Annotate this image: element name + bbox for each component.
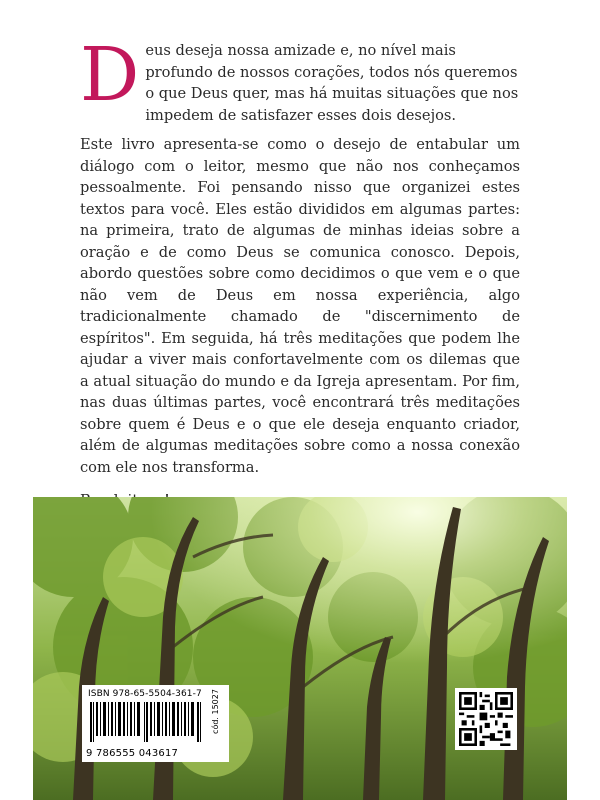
intro-paragraph (80, 32, 520, 126)
intro-text: eus deseja nossa amizade e, no nível mais profundo de nossos corações, todos nós queremos o que Deus quer, mas há muitas situações que nos impedem de satisfazer esses dois desejos. (145, 42, 519, 124)
body-paragraph: Este livro apresenta-se como o desejo de entabular um diálogo com o leitor, mesmo que não nos conheçamos pessoalmente. Foi pensando nisso que organizei estes textos para você. Eles estão divididos em algumas partes: na primeira, trato de algumas de minhas ideias sobre a oração e de como Deus se comunica conosco. Depois, abordo questões sobre como decidimos o que vem e o que não vem de Deus em nossa experiência, algo tradicionalmente chamado de "discernimento de espíritos". Em seguida, há três meditações que podem lhe ajudar a viver mais confortavelmente com os dilemas que a atual situação do mundo e da Igreja apresentam. Por fim, nas duas últimas partes, você encontrará três meditações sobre quem é Deus e o que ele deseja enquanto criador, além de algumas meditações sobre como a nossa conexão com ele nos transforma. (80, 136, 520, 476)
qr-code-icon (459, 692, 513, 746)
barcode-panel (82, 685, 229, 762)
isbn-label: ISBN 978-65-5504-361-7 (88, 689, 202, 699)
product-code: cód. 15027 (211, 689, 221, 734)
barcode-bars (90, 702, 208, 742)
drop-cap: D (80, 32, 140, 118)
back-cover-text (80, 32, 520, 512)
barcode-digits: 9 786555 043617 (86, 748, 179, 759)
qr-code (455, 688, 517, 750)
